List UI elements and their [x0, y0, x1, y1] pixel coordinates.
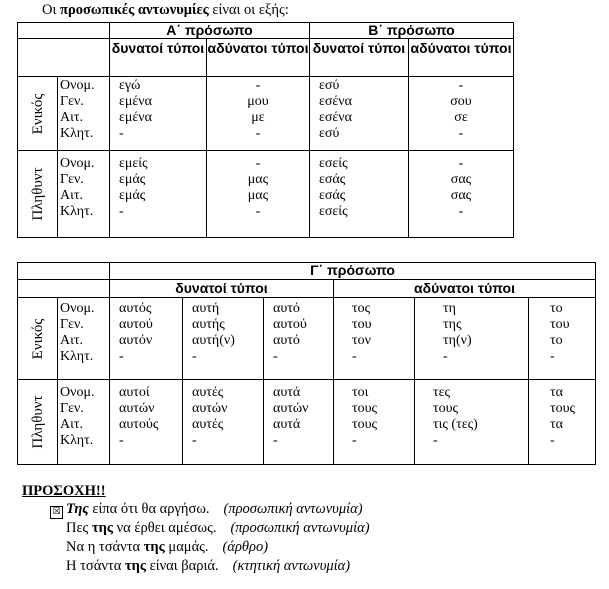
case-labels: Ονομ. Γεν. Αιτ. Κλητ.: [58, 298, 110, 380]
example-line: Πες της να έρθει αμέσως. (προσωπική αντωνυμία): [66, 520, 370, 536]
neut-strong-singular: αυτό αυτού αυτό -: [264, 298, 334, 380]
strong-forms-header: δυνατοί τύποι: [110, 280, 334, 298]
masc-weak-singular: τος του τον -: [334, 298, 415, 380]
second-strong-singular: εσύ εσένα εσένα εσύ: [310, 77, 409, 151]
first-strong-singular: εγώ εμένα εμένα -: [110, 77, 207, 151]
weak-forms-header: αδύνατοι τύποι: [334, 280, 596, 298]
neut-weak-plural: τα τους τα -: [529, 380, 596, 465]
first-strong-plural: εμείς εμάς εμάς -: [110, 151, 207, 238]
fem-strong-singular: αυτή αυτής αυτή(ν) -: [183, 298, 264, 380]
weak-forms-header: αδύνατοι τύποι: [409, 39, 514, 77]
masc-weak-plural: τοι τους τους -: [334, 380, 415, 465]
checkbox-icon: ☒: [50, 506, 63, 519]
corner-cell: [18, 23, 110, 39]
fem-weak-plural: τες τους τις (τες) -: [415, 380, 529, 465]
second-person-header: Β΄ πρόσωπο: [310, 23, 514, 39]
third-person-table: [17, 262, 596, 465]
corner-cell: [18, 39, 110, 77]
corner-cell: [18, 263, 110, 280]
singular-label: Ενικός: [18, 298, 58, 380]
strong-forms-header: δυνατοί τύποι: [310, 39, 409, 77]
first-weak-singular: - μου με -: [207, 77, 310, 151]
first-second-person-table: [17, 22, 514, 238]
singular-label: Ενικός: [18, 77, 58, 151]
corner-cell: [18, 280, 110, 298]
second-weak-singular: - σου σε -: [409, 77, 514, 151]
second-weak-plural: - σας σας -: [409, 151, 514, 238]
fem-weak-singular: τη της τη(ν) -: [415, 298, 529, 380]
second-strong-plural: εσείς εσάς εσάς εσείς: [310, 151, 409, 238]
weak-forms-header: αδύνατοι τύποι: [207, 39, 310, 77]
example-line: Η τσάντα της είναι βαριά. (κτητική αντωνυμία): [66, 558, 351, 574]
example-line: ☒ Της είπα ότι θα αργήσω. (προσωπική αντωνυμία): [50, 501, 363, 519]
case-labels: Ονομ. Γεν. Αιτ. Κλητ.: [58, 151, 110, 238]
masc-strong-plural: αυτοί αυτών αυτούς -: [110, 380, 183, 465]
first-person-header: Α΄ πρόσωπο: [110, 23, 310, 39]
intro-sentence: Οι προσωπικές αντωνυμίες είναι οι εξής:: [42, 2, 289, 18]
attention-heading: ΠΡΟΣΟΧΗ!!: [22, 483, 106, 499]
plural-label: Πληθυντ: [18, 151, 58, 238]
neut-weak-singular: το του το -: [529, 298, 596, 380]
first-weak-plural: - μας μας -: [207, 151, 310, 238]
example-line: Να η τσάντα της μαμάς. (άρθρο): [66, 539, 269, 555]
plural-label: Πληθυντ: [18, 380, 58, 465]
fem-strong-plural: αυτές αυτών αυτές -: [183, 380, 264, 465]
case-labels: Ονομ. Γεν. Αιτ. Κλητ.: [58, 77, 110, 151]
strong-forms-header: δυνατοί τύποι: [110, 39, 207, 77]
masc-strong-singular: αυτός αυτού αυτόν -: [110, 298, 183, 380]
case-labels: Ονομ. Γεν. Αιτ. Κλητ.: [58, 380, 110, 465]
third-person-header: Γ΄ πρόσωπο: [110, 263, 596, 280]
neut-strong-plural: αυτά αυτών αυτά -: [264, 380, 334, 465]
